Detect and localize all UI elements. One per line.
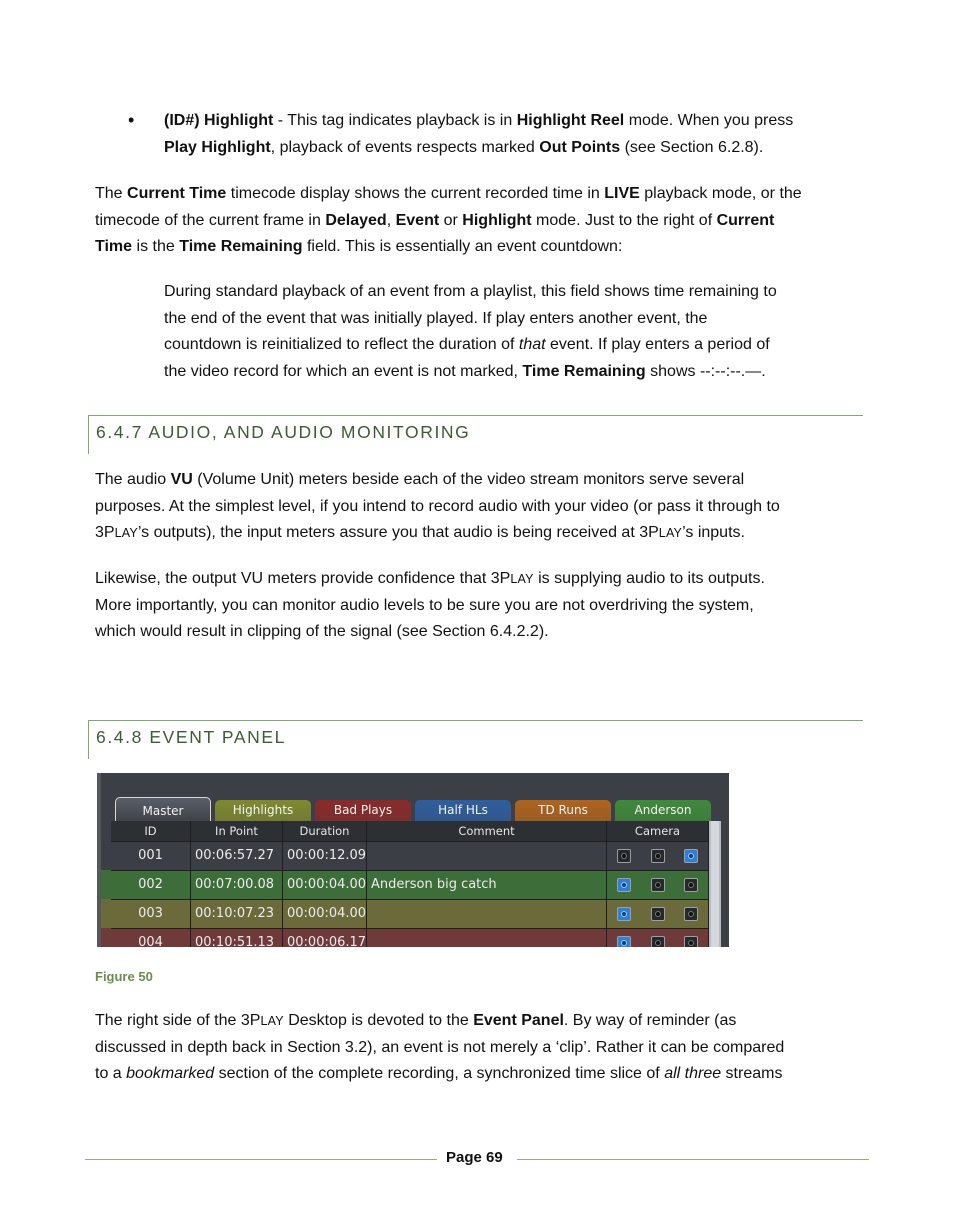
camera-3-toggle-icon[interactable] [684,878,698,892]
cell-in-point: 00:10:07.23 [191,900,283,928]
indented-explanation: During standard playback of an event from a playlist, this field shows time remaining to the end of the event that was initially played. If play enters another event, the countdown is reinitialized to reflect the duration of that event. If play enters a period of the video record for which an event is not marked, Time Remaining shows --:--:--.—. [164,283,777,380]
bullet-item: (ID#) Highlight - This tag indicates playback is in Highlight Reel mode. When you press Play Highlight, playback of events respects marked Out Points (see Section 6.2.8). [164,112,794,156]
cell-camera [607,929,709,947]
cell-duration: 00:00:04.00 [283,871,367,899]
camera-2-toggle-icon[interactable] [651,907,665,921]
camera-2-toggle-icon[interactable] [651,849,665,863]
section-heading-647 [88,415,863,454]
camera-1-toggle-icon[interactable] [617,936,631,947]
cell-camera [607,842,709,870]
cell-comment [367,929,607,947]
column-header-camera[interactable]: Camera [607,821,709,841]
cell-duration: 00:00:04.00 [283,900,367,928]
event-list-scrollbar[interactable] [709,821,721,947]
cell-camera [607,871,709,899]
tab-anderson[interactable]: Anderson [615,800,711,821]
camera-3-toggle-icon[interactable] [684,936,698,947]
section-heading-648 [88,720,863,759]
column-header-comment[interactable]: Comment [367,821,607,841]
table-row[interactable] [111,899,709,928]
event-tabs [115,797,717,821]
tab-master[interactable]: Master [115,797,211,821]
row-lead-strip [101,841,111,870]
cell-comment [367,842,607,870]
cell-duration: 00:00:12.09 [283,842,367,870]
bullet-marker: • [128,110,135,130]
camera-3-toggle-icon[interactable] [684,907,698,921]
cell-duration: 00:00:06.17 [283,929,367,947]
tab-half-hls[interactable]: Half HLs [415,800,511,821]
section-title: 6.4.7 AUDIO, AND AUDIO MONITORING [96,422,471,442]
tab-bad-plays[interactable]: Bad Plays [315,800,411,821]
paragraph-audio-output: Likewise, the output VU meters provide confidence that 3PLAY is supplying audio to its outputs. More importantly, you can monitor audio levels to be sure you are not overdriving the system, which would result in clipping of the signal (see Section 6.4.2.2). [95,570,765,640]
cell-comment [367,900,607,928]
cell-in-point: 00:06:57.27 [191,842,283,870]
tab-td-runs[interactable]: TD Runs [515,800,611,821]
row-lead-strip [101,928,111,947]
table-row[interactable] [111,928,709,947]
cell-event-id: 003 [111,900,191,928]
tab-highlights[interactable]: Highlights [215,800,311,821]
paragraph-current-time: The Current Time timecode display shows the current recorded time in LIVE playback mode, or the timecode of the current frame in Delayed, Event or Highlight mode. Just to the right of Current Time is the Time Remaining field. This is essentially an event countdown: [95,185,802,255]
column-header-in-point[interactable]: In Point [191,821,283,841]
cell-in-point: 00:10:51.13 [191,929,283,947]
table-row[interactable] [111,870,709,899]
event-panel-screenshot [97,773,729,947]
column-header-duration[interactable]: Duration [283,821,367,841]
cell-event-id: 004 [111,929,191,947]
cell-event-id: 001 [111,842,191,870]
column-header-id[interactable]: ID [111,821,191,841]
figure-caption: Figure 50 [95,969,153,984]
cell-in-point: 00:07:00.08 [191,871,283,899]
camera-2-toggle-icon[interactable] [651,936,665,947]
camera-1-toggle-icon[interactable] [617,878,631,892]
table-row[interactable] [111,841,709,870]
paragraph-audio-vu: The audio VU (Volume Unit) meters beside each of the video stream monitors serve several purposes. At the simplest level, if you intend to record audio with your video (or pass it through to 3PLAY’s outputs), the input meters assure you that audio is being received at 3PLAY’s inputs. [95,471,780,541]
cell-camera [607,900,709,928]
paragraph-event-panel: The right side of the 3PLAY Desktop is devoted to the Event Panel. By way of reminder (as discussed in depth back in Section 3.2), an event is not merely a ‘clip’. Rather it can be compared to a bookmarked section of the complete recording, a synchronized time slice of all three streams [95,1012,785,1082]
row-lead-strip [101,899,111,928]
page-number: Page 69 [446,1149,503,1166]
footer-rule-left [85,1159,437,1160]
footer-rule-right [517,1159,869,1160]
camera-1-toggle-icon[interactable] [617,849,631,863]
camera-3-toggle-icon[interactable] [684,849,698,863]
cell-event-id: 002 [111,871,191,899]
cell-comment: Anderson big catch [367,871,607,899]
event-table-header [111,821,709,841]
camera-1-toggle-icon[interactable] [617,907,631,921]
section-title: 6.4.8 EVENT PANEL [96,727,286,747]
row-lead-strip [101,870,111,899]
camera-2-toggle-icon[interactable] [651,878,665,892]
